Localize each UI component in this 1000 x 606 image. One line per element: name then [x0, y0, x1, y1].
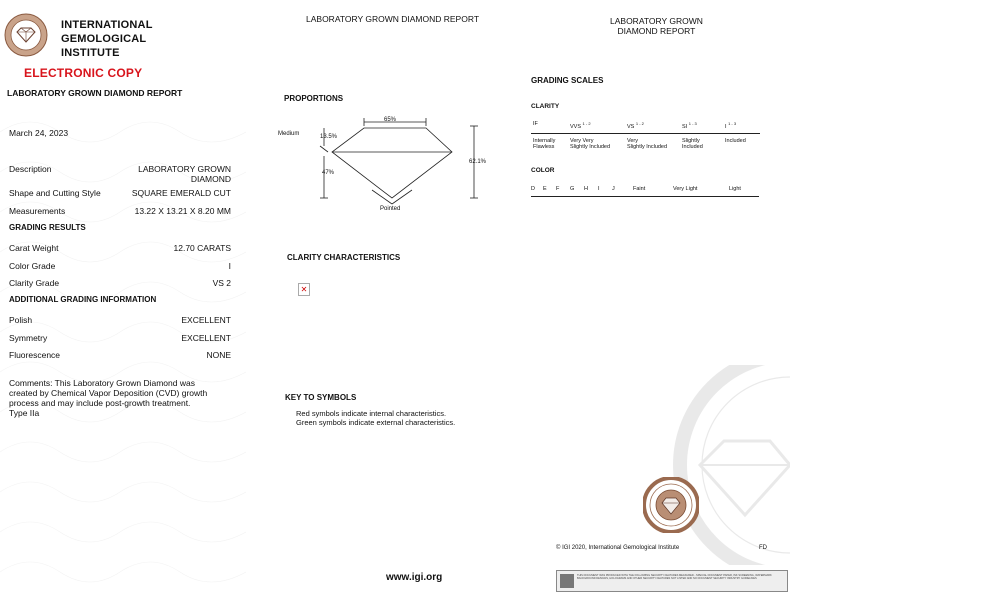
girdle-label: Medium: [278, 131, 300, 137]
electronic-copy-label: ELECTRONIC COPY: [24, 66, 143, 80]
symmetry-row: [9, 333, 231, 343]
color-letter-e: E: [543, 186, 547, 192]
security-icon: [560, 574, 574, 588]
symmetry-value: EXCELLENT: [181, 333, 231, 343]
key-to-symbols-heading: KEY TO SYMBOLS: [285, 393, 357, 402]
measurements-row: [9, 206, 231, 216]
grading-results-heading: GRADING RESULTS: [9, 223, 86, 232]
crown-percentage: 13.5%: [320, 134, 338, 140]
center-report-title: LABORATORY GROWN DIAMOND REPORT: [306, 14, 480, 24]
measurements-label: Measurements: [9, 206, 66, 216]
color-desc-faint: Faint: [633, 186, 646, 192]
proportions-diagram: [276, 110, 496, 220]
clarity-desc-si: Slightly Included: [682, 138, 703, 150]
clarity-grade-si: SI $^{1 - 3}$: [682, 121, 697, 130]
shape-label: Shape and Cutting Style: [9, 188, 101, 198]
clarity-desc-vs: Very Slightly Included: [627, 138, 668, 150]
watermark-seal-icon: [620, 365, 790, 565]
right-report-title: LABORATORY GROWN DIAMOND REPORT: [610, 16, 703, 36]
carat-row: [9, 243, 231, 253]
institute-name: INTERNATIONAL GEMOLOGICAL INSTITUTE: [61, 19, 153, 59]
color-letter-f: F: [556, 186, 560, 192]
clarity-desc-if: Internally Flawless: [533, 138, 556, 150]
color-desc-light: Light: [729, 186, 741, 192]
symmetry-label: Symmetry: [9, 333, 48, 343]
security-features-text: THIS DOCUMENT WAS PRODUCED WITH THE FOLLOWING SECURITY FEATURES MEASURED - SPECIAL DOCUMENT PAPER, INK SCREENING, WATERMARK BACKGROUND DESIGNS, HOLOGRAMS AND OTHER SECURITY FEATURES NOT LISTED AND NO DOCUMENT SECURITY INDUSTRY GUIDELINES: [577, 574, 772, 581]
color-letter-i: I: [598, 186, 600, 192]
left-report-title: LABORATORY GROWN DIAMOND REPORT: [7, 88, 183, 98]
culet-label: Pointed: [380, 206, 401, 212]
website-link[interactable]: www.igi.org: [386, 572, 443, 583]
color-row: [9, 261, 231, 271]
grading-scales-heading: GRADING SCALES: [531, 76, 604, 85]
color-label: Color Grade: [9, 261, 56, 271]
description-value: LABORATORY GROWN DIAMOND: [138, 164, 231, 184]
clarity-value: VS 2: [212, 278, 231, 288]
color-desc-very-light: Very Light: [673, 186, 698, 192]
color-letter-j: J: [612, 186, 615, 192]
clarity-grade-i: I $^{1 - 3}$: [725, 121, 737, 130]
clarity-characteristics-heading: CLARITY CHARACTERISTICS: [287, 253, 401, 262]
clarity-desc-vvs: Very Very Slightly Included: [570, 138, 611, 150]
color-scale-heading: COLOR: [531, 167, 555, 174]
color-letter-g: G: [570, 186, 575, 192]
polish-value: EXCELLENT: [181, 315, 231, 325]
color-value: I: [228, 261, 231, 271]
description-label: Description: [9, 164, 52, 174]
fd-code: FD: [759, 545, 767, 551]
clarity-scale-heading: CLARITY: [531, 103, 560, 110]
clarity-grade-vvs: VVS $^{1 - 2}$: [570, 121, 591, 130]
shape-value: SQUARE EMERALD CUT: [131, 188, 231, 198]
polish-label: Polish: [9, 315, 33, 325]
color-scale-divider: [531, 196, 759, 197]
igi-logo-icon: [4, 13, 48, 57]
description-row: [9, 164, 231, 184]
additional-info-heading: ADDITIONAL GRADING INFORMATION: [9, 295, 157, 304]
broken-image-icon: ✕: [298, 283, 310, 296]
clarity-label: Clarity Grade: [9, 278, 60, 288]
pavilion-percentage: 47%: [322, 170, 335, 176]
left-panel: [0, 0, 246, 606]
color-letter-h: H: [584, 186, 588, 192]
comments: Comments: This Laboratory Grown Diamond was created by Chemical Vapor Deposition (CVD) growth process and may include post-growth treatment. Type IIa: [9, 378, 208, 418]
culet-pointer: [372, 190, 392, 204]
carat-value: 12.70 CARATS: [173, 243, 231, 253]
report-date: March 24, 2023: [9, 128, 69, 138]
clarity-grade-vs: VS $^{1 - 2}$: [627, 121, 644, 130]
igi-seal-icon: [643, 477, 699, 533]
key-to-symbols-text: Red symbols indicate internal characteristics. Green symbols indicate external characteristics.: [296, 409, 456, 427]
copyright-text: © IGI 2020, International Gemological Institute: [556, 545, 680, 551]
clarity-scale-divider: [531, 133, 760, 134]
clarity-row: [9, 278, 231, 288]
diamond-outline: [332, 128, 452, 198]
fluorescence-label: Fluorescence: [9, 350, 61, 360]
clarity-grade-if: IF: [533, 121, 538, 127]
clarity-desc-i: Included: [725, 138, 746, 144]
table-percentage: 65%: [384, 117, 397, 123]
depth-percentage: 62.1%: [469, 159, 487, 165]
carat-label: Carat Weight: [9, 243, 59, 253]
proportions-heading: PROPORTIONS: [284, 94, 344, 103]
fluorescence-value: NONE: [206, 350, 231, 360]
measurements-value: 13.22 X 13.21 X 8.20 MM: [134, 206, 231, 216]
security-features-box: [556, 570, 788, 592]
color-letter-d: D: [531, 186, 535, 192]
fluorescence-row: [9, 350, 231, 360]
shape-row: [9, 188, 231, 198]
polish-row: [9, 315, 231, 325]
